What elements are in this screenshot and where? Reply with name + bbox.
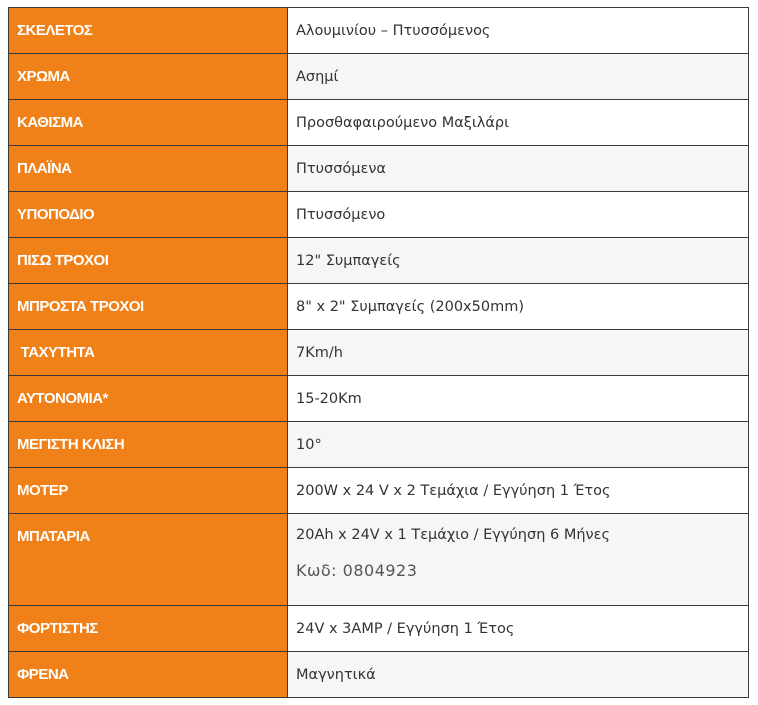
spec-value: Αλουμινίου – Πτυσσόμενος [288,8,749,54]
spec-value: 7Km/h [288,330,749,376]
spec-label: ΑΥΤΟΝΟΜΙΑ* [9,376,288,422]
spec-value: Προσθαφαιρούμενο Μαξιλάρι [288,100,749,146]
spec-label: ΦΟΡΤΙΣΤΗΣ [9,606,288,652]
spec-value: 20Ah x 24V x 1 Τεμάχιο / Εγγύηση 6 Μήνες [296,527,610,543]
spec-value: Πτυσσόμενα [288,146,749,192]
spec-value: Πτυσσόμενο [288,192,749,238]
spec-row-charger [9,606,749,652]
spec-value: 200W x 24 V x 2 Τεμάχια / Εγγύηση 1 Έτος [288,468,749,514]
spec-value-cell [288,514,749,606]
spec-row-max-incline [9,422,749,468]
spec-label: ΣΚΕΛΕΤΟΣ [9,8,288,54]
spec-row-battery [9,514,749,606]
spec-value: 10° [288,422,749,468]
spec-row-range [9,376,749,422]
spec-row-rear-wheels [9,238,749,284]
spec-label: ΠΛΑΪΝΑ [9,146,288,192]
spec-value: 12" Συμπαγείς [288,238,749,284]
spec-row-color [9,54,749,100]
spec-label: ΜΟΤΕΡ [9,468,288,514]
spec-label: ΚΑΘΙΣΜΑ [9,100,288,146]
spec-row-armrests [9,146,749,192]
spec-label: ΥΠΟΠΟΔΙΟ [9,192,288,238]
spec-label: ΜΠΡΟΣΤΑ ΤΡΟΧΟΙ [9,284,288,330]
spec-label: ΜΠΑΤΑΡΙΑ [9,514,288,606]
spec-value: 8" x 2" Συμπαγείς (200x50mm) [288,284,749,330]
spec-label: ΜΕΓΙΣΤΗ ΚΛΙΣΗ [9,422,288,468]
spec-value: 15-20Km [288,376,749,422]
spec-value: Μαγνητικά [288,652,749,698]
spec-row-seat [9,100,749,146]
spec-label: ΠΙΣΩ ΤΡΟΧΟΙ [9,238,288,284]
spec-label: ΦΡΕΝΑ [9,652,288,698]
spec-label: ΤΑΧΥΤΗΤΑ [9,330,288,376]
spec-label: ΧΡΩΜΑ [9,54,288,100]
spec-row-speed [9,330,749,376]
spec-row-front-wheels [9,284,749,330]
spec-row-brakes [9,652,749,698]
spec-row-frame [9,8,749,54]
spec-row-footrest [9,192,749,238]
spec-value: 24V x 3AMP / Εγγύηση 1 Έτος [288,606,749,652]
spec-row-motor [9,468,749,514]
spec-table [8,7,749,698]
product-code: Κωδ: 0804923 [296,561,418,580]
spec-value: Ασημί [288,54,749,100]
